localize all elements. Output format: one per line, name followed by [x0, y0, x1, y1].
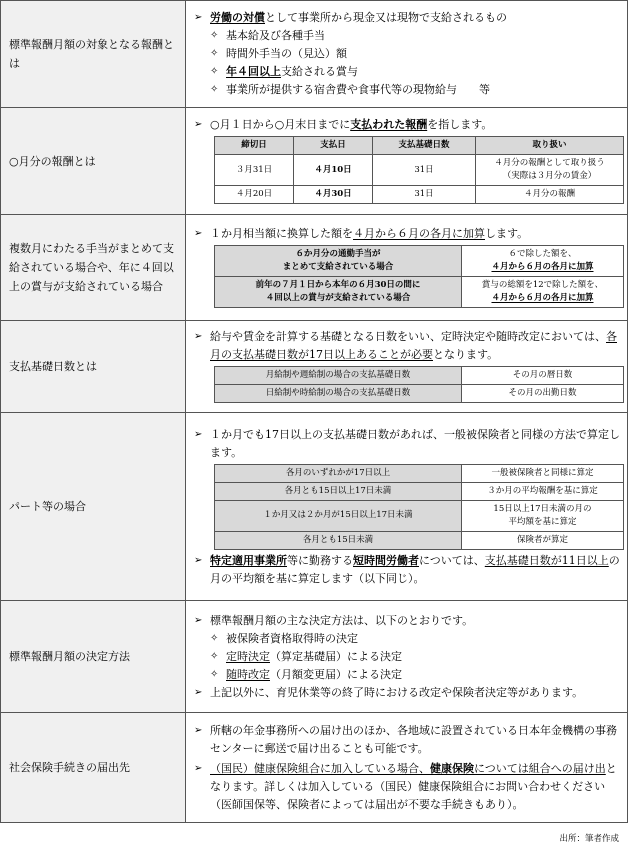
bullet-arrow-icon: ➢ — [194, 724, 203, 736]
diamond-star-icon: ✧ — [210, 668, 219, 680]
table-row — [1, 108, 628, 215]
row-content: ➢ ○月１日から○月末日までに支払われた報酬を指します。 締切日 支払日 支払基礎日数 取り扱い ３月31日 ４月10日 31日 ４月分の報酬として取り扱う （実際は３月分の賃金） ４月20日 ４月30日 31日 ４月分の報酬 — [186, 108, 628, 215]
row-content: ➢ 労働の対償として事業所から現金又は現物で支給されるもの ✧ 基本給及び各種手当 ✧ 時間外手当の（見込）額 ✧ 年４回以上支給される賞与 ✧ 事業所が提供する宿舎費や食事代等の現物給与 等 — [186, 1, 628, 108]
row-content: ➢ 給与や賃金を計算する基礎となる日数をいい、定時決定や随時改定においては、各月の支払基礎日数が17日以上あることが必要となります。 月給制や週給制の場合の支払基礎日数 その月の暦日数 日給制や時給制の場合の支払基礎日数 その月の出勤日数 — [186, 321, 628, 413]
bullet-arrow-icon: ➢ — [194, 554, 203, 566]
row-content: ➢ 所轄の年金事務所への届け出のほか、各地域に設置されている日本年金機構の事務センターに郵送で届け出ることも可能です。 ➢ （国民）健康保険組合に加入している場合、健康保険については組合への届け出となります。詳しくは加入している（国民）健康保険組合にお問い合わせください（医師国保等、保険者によっては届出が不要な手続きもあり）。 — [186, 713, 628, 823]
table-row — [1, 215, 628, 321]
bullet-arrow-icon: ➢ — [194, 228, 203, 239]
bullet-arrow-icon: ➢ — [194, 119, 203, 130]
base-days-table: 月給制や週給制の場合の支払基礎日数 その月の暦日数 日給制や時給制の場合の支払基礎日数 その月の出勤日数 — [214, 366, 624, 403]
diamond-star-icon: ✧ — [210, 84, 219, 95]
table-row — [1, 1, 628, 108]
table-row — [1, 413, 628, 601]
bullet-arrow-icon: ➢ — [194, 12, 203, 23]
diamond-star-icon: ✧ — [210, 632, 219, 644]
diamond-star-icon: ✧ — [210, 650, 219, 662]
closing-date-table: 締切日 支払日 支払基礎日数 取り扱い ３月31日 ４月10日 31日 ４月分の報酬として取り扱う （実際は３月分の賃金） ４月20日 ４月30日 31日 ４月分の報酬 — [214, 136, 624, 204]
diamond-star-icon: ✧ — [210, 48, 219, 59]
row-label: 支払基礎日数とは — [1, 321, 186, 413]
allowance-table: ６か月分の通勤手当が まとめて支給されている場合 ６で除した額を、 ４月から６月の各月に加算 前年の７月１日から本年の６月30日の間に ４回以上の賞与が支給されている場合 賞与の総額を12で除した額を、 ４月から６月の各月に加算 — [214, 245, 624, 308]
row-content: ➢ １か月でも17日以上の支払基礎日数があれば、一般被保険者と同様の方法で算定します。 各月のいずれかが17日以上 一般被保険者と同様に算定 各月とも15日以上17日未満 ３か月の平均報酬を基に算定 １か月又は２か月が15日以上17日未満 15日以上17日未満の月の 平均額を基に算定 各月とも15日未満 保険者が算定 ➢ 特定適用事業所等に勤務する短時間労働者については、支払基礎日数が11日以上の月の平均額を基に算定します（以下同じ）。 — [186, 413, 628, 601]
diamond-star-icon: ✧ — [210, 30, 219, 41]
part-time-table: 各月のいずれかが17日以上 一般被保険者と同様に算定 各月とも15日以上17日未満 ３か月の平均報酬を基に算定 １か月又は２か月が15日以上17日未満 15日以上17日未満の月の 平均額を基に算定 各月とも15日未満 保険者が算定 — [214, 464, 624, 550]
bullet-arrow-icon: ➢ — [194, 331, 203, 342]
row-label: 複数月にわたる手当がまとめて支給されている場合や、年に４回以上の賞与が支給されている場合 — [1, 215, 186, 321]
table-row — [1, 321, 628, 413]
row-label: 社会保険手続きの届出先 — [1, 713, 186, 823]
source-note: 出所：筆者作成 — [559, 834, 619, 844]
table-row — [1, 713, 628, 823]
diamond-star-icon: ✧ — [210, 66, 219, 77]
bullet-arrow-icon: ➢ — [194, 614, 203, 626]
bullet-arrow-icon: ➢ — [194, 428, 203, 440]
row-content: ➢ 標準報酬月額の主な決定方法は、以下のとおりです。 ✧ 被保険者資格取得時の決定 ✧ 定時決定（算定基礎届）による決定 ✧ 随時改定（月額変更届）による決定 ➢ 上記以外に、育児休業等の終了時における改定や保険者決定等があります。 — [186, 601, 628, 713]
row-label: パート等の場合 — [1, 413, 186, 601]
row-label: ○月分の報酬とは — [1, 108, 186, 215]
table-row — [1, 601, 628, 713]
row-label: 標準報酬月額の決定方法 — [1, 601, 186, 713]
bullet-arrow-icon: ➢ — [194, 686, 203, 698]
row-content: ➢ １か月相当額に換算した額を４月から６月の各月に加算します。 ６か月分の通勤手当が まとめて支給されている場合 ６で除した額を、 ４月から６月の各月に加算 前年の７月１日から本年の６月30日の間に ４回以上の賞与が支給されている場合 賞与の総額を12で除した額を、 ４月から６月の各月に加算 — [186, 215, 628, 321]
bullet-arrow-icon: ➢ — [194, 762, 203, 774]
row-label: 標準報酬月額の対象となる報酬とは — [1, 1, 186, 108]
